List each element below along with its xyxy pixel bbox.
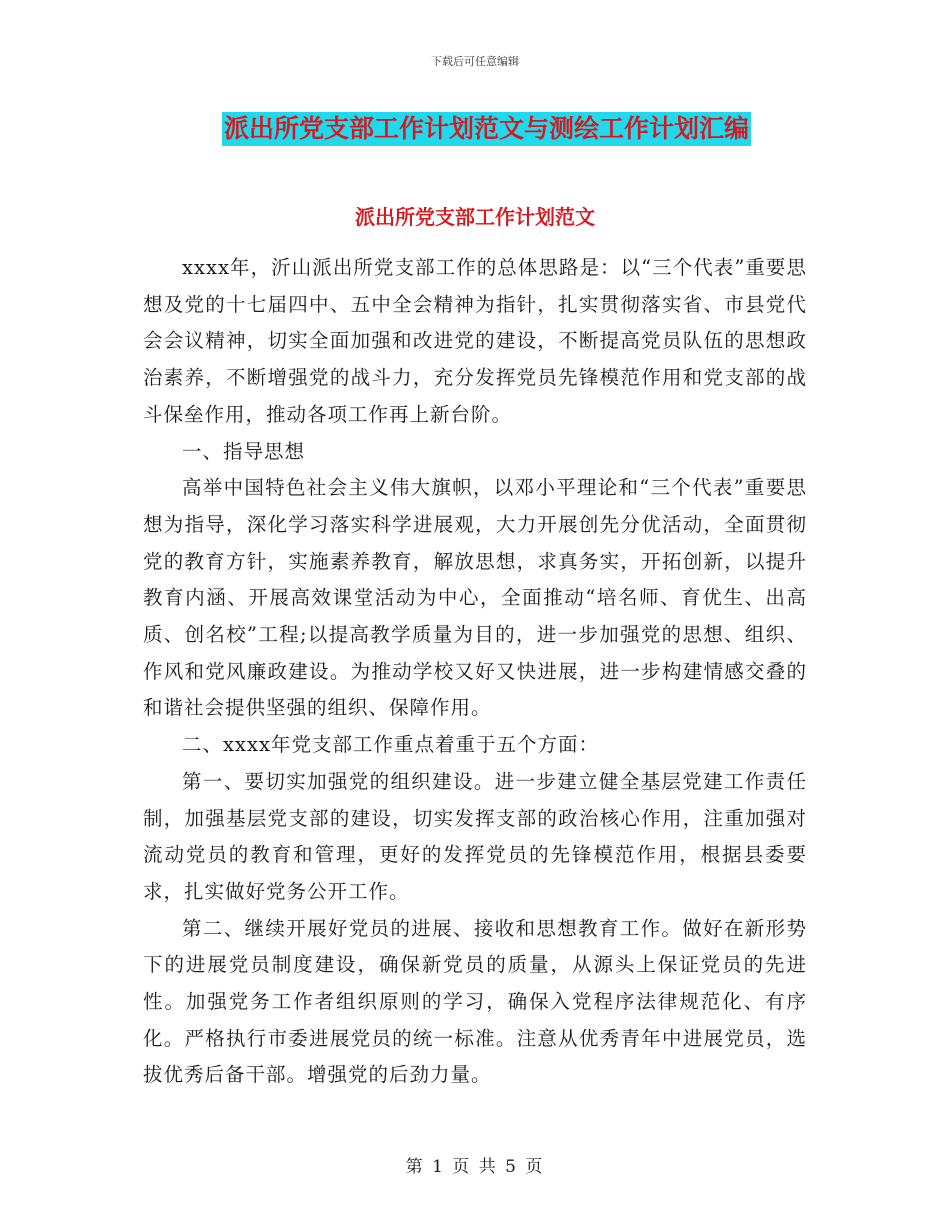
section-title: 派出所党支部工作计划范文 [355, 205, 595, 229]
paragraph-intro: xxxx年，沂山派出所党支部工作的总体思路是：以“三个代表”重要思想及党的十七届四中、五中全会精神为指针，扎实贯彻落实省、市县党代会会议精神，切实全面加强和改进党的建设，不断提高党员队伍的思想政治素养，不断增强党的战斗力，充分发挥党员先锋模范作用和党支部的战斗保垒作用，推动各项工作再上新台阶。 [143, 256, 807, 426]
page-number-footer: 第 1 页 共 5 页 [405, 1157, 545, 1177]
paragraph-focus-first: 第一、要切实加强党的组织建设。进一步建立健全基层党建工作责任制，加强基层党支部的建设，切实发挥支部的政治核心作用，注重加强对流动党员的教育和管理，更好的发挥党员的先锋模范作用，根据县委要求，扎实做好党务公开工作。 [143, 769, 807, 903]
heading-guiding-thought: 一、指导思想 [182, 439, 306, 463]
paragraph-focus-second: 第二、继续开展好党员的进展、接收和思想教育工作。做好在新形势下的进展党员制度建设，确保新党员的质量，从源头上保证党员的先进性。加强党务工作者组织原则的学习，确保入党程序法律规范化、有序化。严格执行市委进展党员的统一标准。注意从优秀青年中进展党员，选拔优秀后备干部。增强党的后劲力量。 [143, 916, 807, 1087]
heading-work-focus: 二、xxxx年党支部工作重点着重于五个方面： [182, 733, 599, 757]
document-title: 派出所党支部工作计划范文与测绘工作计划汇编 [222, 112, 751, 146]
paragraph-guiding-thought: 高举中国特色社会主义伟大旗帜，以邓小平理论和“三个代表”重要思想为指导，深化学习落实科学进展观，大力开展创先分优活动，全面贯彻党的教育方针，实施素养教育，解放思想，求真务实，开拓创新，以提升教育内涵、开展高效课堂活动为中心，全面推动“培名师、育优生、出高质、创名校”工程;以提高教学质量为目的，进一步加强党的思想、组织、作风和党风廉政建设。为推动学校又好又快进展，进一步构建情感交叠的和谐社会提供坚强的组织、保障作用。 [143, 476, 807, 720]
document-body [143, 250, 807, 1094]
header-note: 下载后可任意编辑 [431, 55, 519, 68]
